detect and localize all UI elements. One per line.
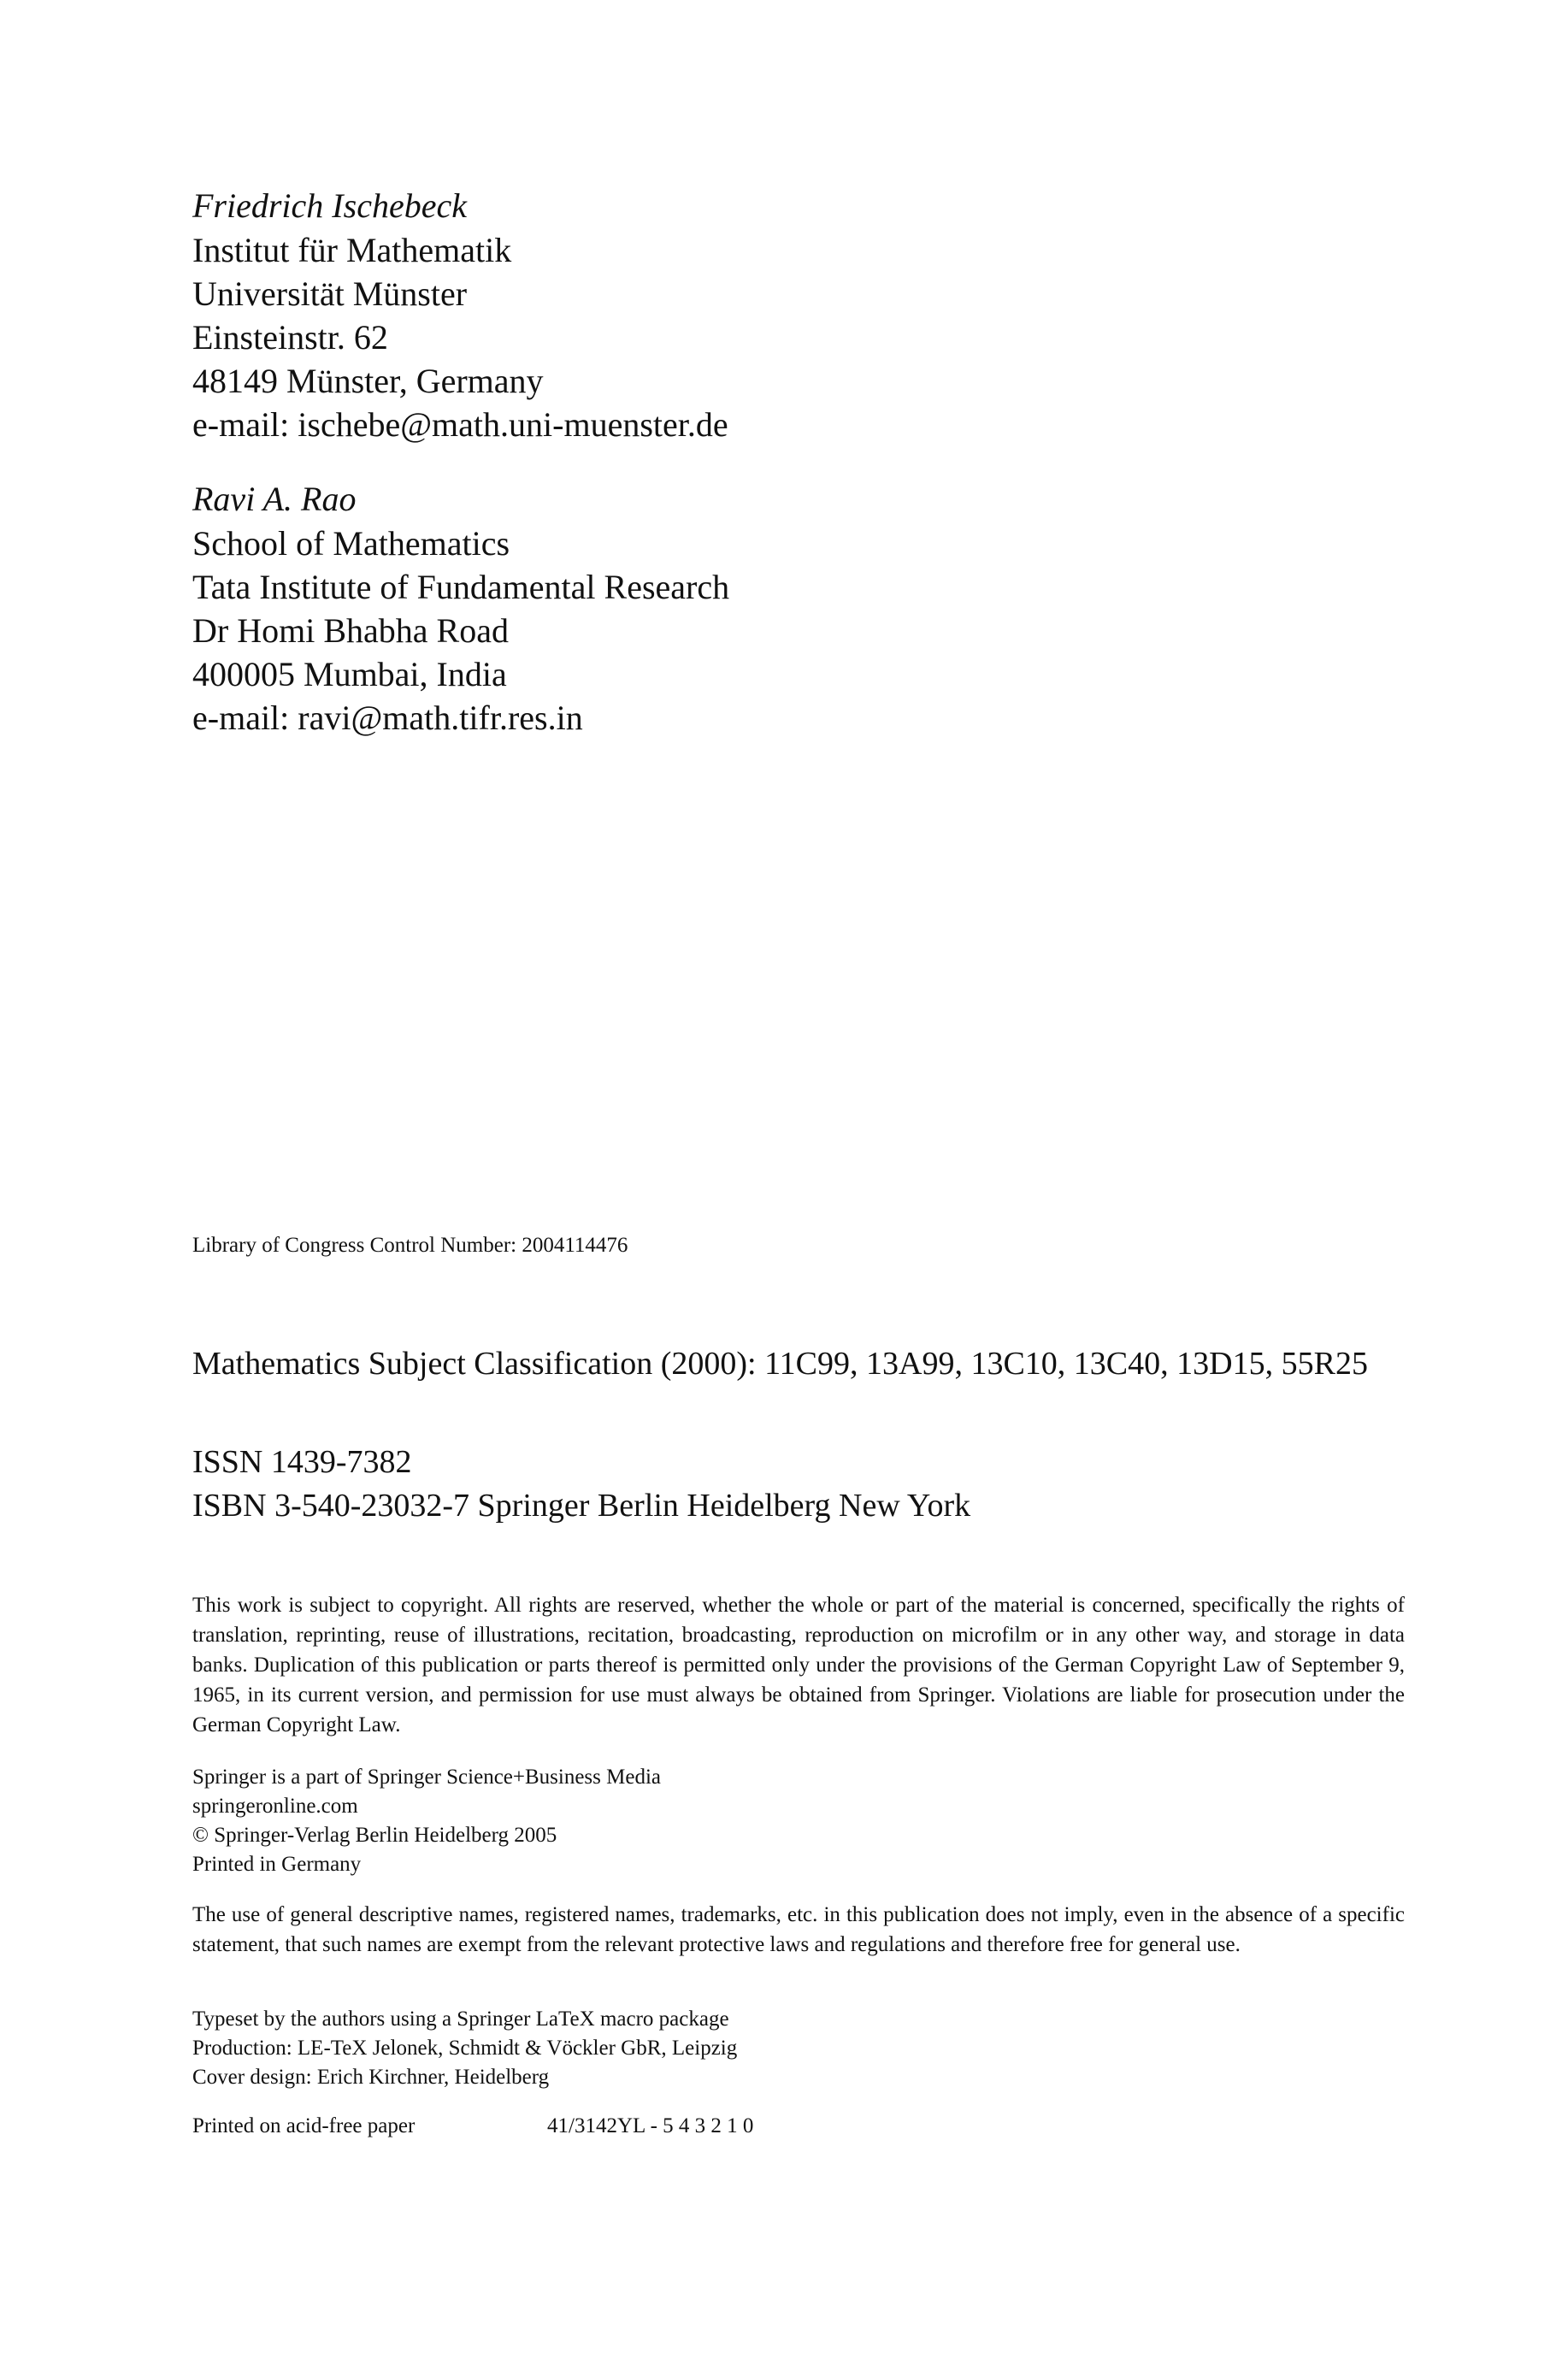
paper-note: Printed on acid-free paper bbox=[192, 2114, 416, 2137]
author-email: e-mail: ravi@math.tifr.res.in bbox=[192, 699, 583, 737]
address-line: Einsteinstr. 62 bbox=[192, 318, 388, 357]
address-line: School of Mathematics bbox=[192, 524, 510, 563]
msc-block bbox=[192, 1342, 1368, 1386]
printing-block bbox=[192, 2112, 753, 2141]
address-line: 400005 Mumbai, India bbox=[192, 655, 507, 693]
publisher-block bbox=[192, 1763, 661, 1879]
publisher-line: Springer is a part of Springer Science+Business Media bbox=[192, 1766, 662, 1789]
address-line: Dr Homi Bhabha Road bbox=[192, 611, 509, 650]
address-line: 48149 Münster, Germany bbox=[192, 362, 544, 400]
author-name: Ravi A. Rao bbox=[192, 480, 357, 518]
production-line: Production: LE-TeX Jelonek, Schmidt & Vöckler GbR, Leipzig bbox=[192, 2037, 738, 2060]
subject-classification: Mathematics Subject Classification (2000): 11C99, 13A99, 13C10, 13C40, 13D15, 55R25 bbox=[192, 1346, 1368, 1382]
trademark-notice-block bbox=[192, 1900, 1405, 1960]
library-of-congress-number: Library of Congress Control Number: 2004114476 bbox=[192, 1234, 628, 1257]
cover-design-line: Cover design: Erich Kirchner, Heidelberg bbox=[192, 2066, 550, 2089]
typeset-line: Typeset by the authors using a Springer LaTeX macro package bbox=[192, 2008, 729, 2031]
author-name: Friedrich Ischebeck bbox=[192, 186, 467, 225]
address-line: Tata Institute of Fundamental Research bbox=[192, 568, 730, 606]
copyright-line: © Springer-Verlag Berlin Heidelberg 2005 bbox=[192, 1824, 557, 1847]
printing-row bbox=[192, 2112, 753, 2141]
print-code: 41/3142YL - 5 4 3 2 1 0 bbox=[547, 2114, 754, 2137]
address-line: Universität Münster bbox=[192, 274, 468, 313]
copyright-notice: This work is subject to copyright. All rights are reserved, whether the whole or part of the material is concerned, specifically the rights of translation, reprinting, reuse of illustrations, recitation, broadcasting, reproduction on microfilm or in any other way, and storage in data banks. Duplication of this publication or parts thereof is permitted only under the provisions of the German Copyright Law of September 9, 1965, in its current version, and permission for use must always be obtained from Springer. Violations are liable for prosecution under the German Copyright Law. bbox=[192, 1594, 1405, 1736]
issn-isbn-block bbox=[192, 1441, 970, 1528]
printed-in-line: Printed in Germany bbox=[192, 1853, 362, 1876]
trademark-notice: The use of general descriptive names, registered names, trademarks, etc. in this publication does not imply, even in the absence of a specific statement, that such names are exempt from the relevant protective laws and regulations and therefore free for general use. bbox=[192, 1903, 1405, 1956]
author-block-ischebeck bbox=[192, 184, 728, 446]
author-email: e-mail: ischebe@math.uni-muenster.de bbox=[192, 405, 728, 444]
isbn: ISBN 3-540-23032-7 Springer Berlin Heidelberg New York bbox=[192, 1488, 971, 1524]
author-block-rao bbox=[192, 477, 729, 740]
issn: ISSN 1439-7382 bbox=[192, 1444, 412, 1480]
production-block bbox=[192, 2005, 737, 2092]
publisher-website: springeronline.com bbox=[192, 1795, 358, 1818]
copyright-notice-block bbox=[192, 1590, 1405, 1740]
address-line: Institut für Mathematik bbox=[192, 231, 512, 269]
library-of-congress-block bbox=[192, 1231, 628, 1260]
